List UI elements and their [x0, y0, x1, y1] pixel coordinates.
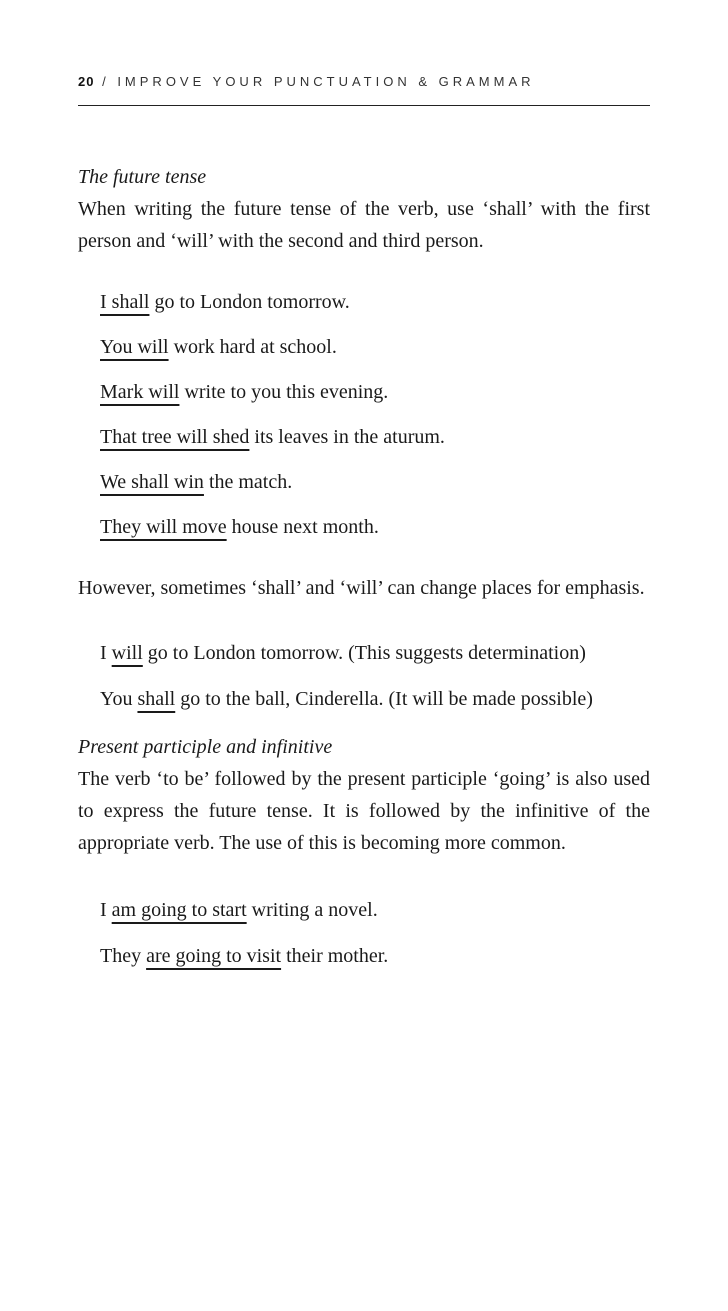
example-rest: house next month. — [226, 516, 379, 538]
underlined-phrase: Mark will — [100, 381, 180, 403]
future-tense-intro: When writing the future tense of the verb, use ‘shall’ with the first person and ‘will’ with the second and third person. — [78, 198, 650, 252]
present-participle-intro: The verb ‘to be’ followed by the present participle ‘going’ is also used to express the future tense. It is followed by the infinitive of the appropriate verb. The use of this is becoming more common. — [78, 768, 650, 854]
example-lead: I — [100, 642, 112, 664]
present-participle-examples — [78, 895, 650, 987]
example-rest: write to you this evening. — [179, 381, 389, 403]
future-tense-examples — [78, 287, 650, 557]
header-separator: / — [94, 74, 118, 89]
section-heading-present-participle: Present participle and infinitive — [78, 736, 333, 758]
example-lead: They — [100, 945, 147, 967]
example-lead: I — [100, 899, 112, 921]
example-lead: You — [100, 688, 138, 710]
example-item — [100, 332, 650, 377]
example-item — [100, 895, 650, 941]
example-item — [100, 377, 650, 422]
underlined-phrase: We shall win — [100, 471, 204, 493]
underlined-phrase: are going to visit — [146, 945, 282, 967]
example-rest: its leaves in the aturum. — [249, 426, 445, 448]
underlined-phrase: am going to start — [111, 899, 247, 921]
page-content — [78, 161, 650, 987]
example-rest: writing a novel. — [246, 899, 378, 921]
example-rest: go to London tomorrow. — [149, 291, 350, 313]
section-heading-future-tense: The future tense — [78, 166, 207, 188]
underlined-phrase: I shall — [100, 291, 150, 313]
example-rest: go to the ball, Cinderella. (It will be made possible) — [175, 688, 593, 710]
example-item — [100, 422, 650, 467]
example-item — [100, 467, 650, 512]
book-title: IMPROVE YOUR PUNCTUATION & GRAMMAR — [117, 74, 535, 89]
underlined-phrase: That tree will shed — [100, 426, 250, 448]
example-rest: work hard at school. — [168, 336, 337, 358]
example-item — [100, 941, 650, 987]
example-rest: the match. — [203, 471, 293, 493]
example-rest: go to London tomorrow. (This suggests determination) — [142, 642, 586, 664]
header-rule — [78, 105, 650, 106]
running-head — [78, 74, 650, 89]
however-paragraph: However, sometimes ‘shall’ and ‘will’ can change places for emphasis. — [78, 577, 645, 599]
example-item — [100, 684, 650, 715]
example-item — [100, 512, 650, 557]
example-item — [100, 638, 650, 669]
underlined-phrase: You will — [100, 336, 169, 358]
example-rest: their mother. — [281, 945, 389, 967]
emphasis-examples — [78, 638, 650, 715]
underlined-phrase: shall — [137, 688, 176, 710]
underlined-phrase: They will move — [100, 516, 227, 538]
example-item — [100, 287, 650, 332]
page-number: 20 — [78, 74, 95, 89]
underlined-phrase: will — [111, 642, 143, 664]
